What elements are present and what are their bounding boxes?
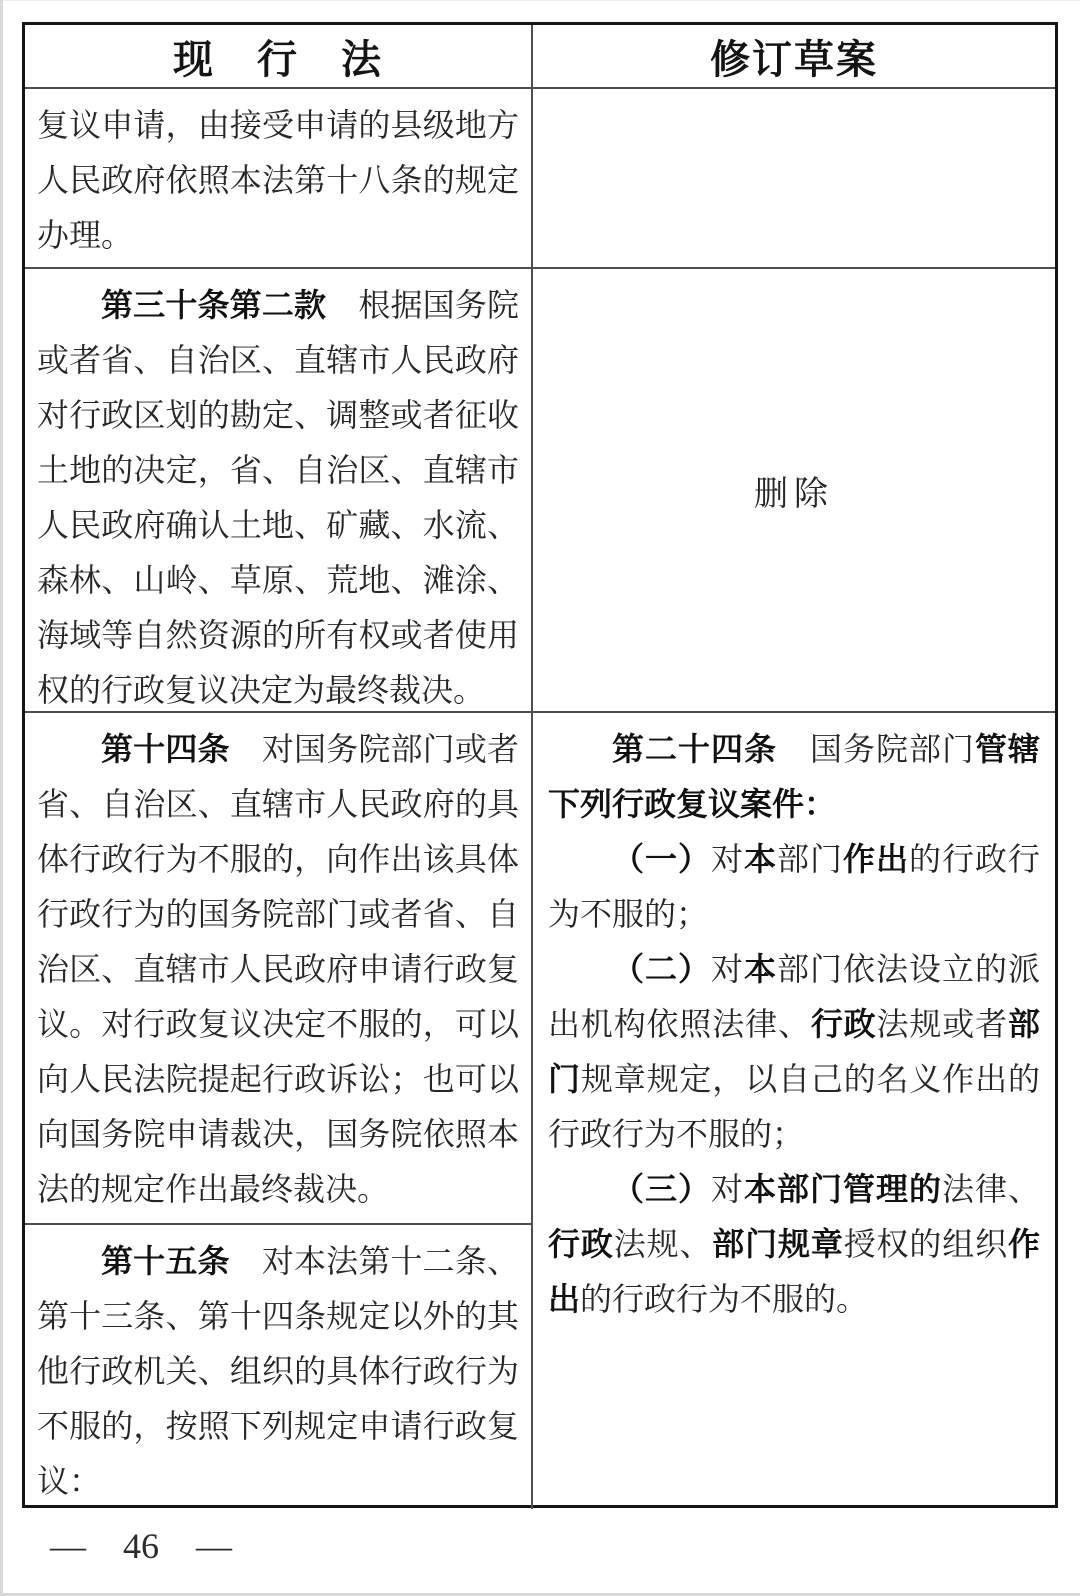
regular-text: 部门依法设立的派出机构依照法律、 [548, 951, 1040, 1042]
regular-text: 的行政行为不服的。 [580, 1281, 869, 1317]
regular-text: 法律、 [941, 1171, 1040, 1207]
emphasized-text: 本 [744, 951, 777, 987]
emphasized-text: 部门 [548, 1006, 1040, 1097]
regular-text: 的行政行为不服的； [548, 841, 1040, 932]
regular-text: 对本法第十二条、第十三条、第十四条规定以外的其他行政机关、组织的具体行政行为不服的，按照下列规定申请行政复议： [37, 1243, 519, 1499]
current-law-subcolumn [25, 713, 533, 1509]
regular-text: 对 [710, 841, 744, 877]
page-number: — 46 — [50, 1526, 232, 1566]
delete-label: 删除 [754, 475, 834, 513]
regular-text: 法规、 [613, 1226, 713, 1262]
regular-text: 复议申请，由接受申请的县级地方人民政府依照本法第十八条的规定办理。 [37, 107, 519, 253]
cell-current-law-continuation [25, 89, 533, 267]
table-header-row [25, 25, 1055, 89]
emphasized-text: 作出 [842, 841, 909, 877]
emphasized-text: 部门规章 [712, 1226, 844, 1262]
regular-text: 规章规定，以自己的名义作出的行政行为不服的； [548, 1061, 1040, 1152]
regular-text: 授权的组织 [843, 1226, 1008, 1262]
regular-text: 国务院部门 [776, 731, 975, 767]
emphasized-text: 第三十条第二款 [101, 287, 327, 323]
table-row-article-30 [25, 269, 1055, 713]
regular-text: 部门 [776, 841, 843, 877]
cell-delete [533, 269, 1055, 711]
regular-text: 对国务院部门或者省、自治区、直辖市人民政府的具体行政行为不服的，向作出该具体行政行为的国务院部门或者省、自治区、直辖市人民政府申请行政复议。对行政复议决定不服的，可以向人民法院提起行政诉讼；也可以向国务院申请裁决，国务院依照本法的规定作出最终裁决。 [37, 731, 519, 1207]
regular-text: 对 [711, 1171, 744, 1207]
paragraph-article-24-item-2 [548, 942, 1040, 1162]
emphasized-text: 本 [743, 841, 777, 877]
paragraph-article-24-item-3 [548, 1162, 1040, 1327]
emphasized-text: 第二十四条 [612, 731, 777, 767]
emphasized-text: 第十四条 [101, 731, 230, 767]
paragraph-article-30-2 [37, 278, 519, 711]
cell-revision-empty [533, 89, 1055, 267]
cell-article-14 [25, 713, 531, 1225]
emphasized-text: （三） [612, 1171, 711, 1207]
paragraph-continuation [37, 98, 519, 263]
emphasized-text: 本部门管理的 [744, 1171, 942, 1207]
paragraph-article-24-item-1 [548, 832, 1040, 942]
cell-article-30-2 [25, 269, 533, 711]
cell-article-15 [25, 1225, 531, 1509]
header-revision-draft: 修订草案 [710, 37, 878, 82]
cell-article-24 [533, 713, 1055, 1509]
emphasized-text: 管辖下列行政复议案件： [548, 731, 1040, 822]
regular-text: 法规或者 [876, 1006, 1008, 1042]
emphasized-text: 作出 [548, 1226, 1040, 1317]
table-row-articles-14-15-24 [25, 713, 1055, 1509]
emphasized-text: 行政 [810, 1006, 877, 1042]
emphasized-text: （二） [612, 951, 711, 987]
emphasized-text: 第十五条 [101, 1243, 230, 1279]
header-current-law: 现 行 法 [25, 25, 533, 87]
emphasized-text: 行政 [548, 1226, 614, 1262]
table-row-continuation [25, 89, 1055, 269]
paragraph-article-14 [37, 722, 519, 1217]
regular-text: 对 [711, 951, 744, 987]
emphasized-text: （一） [612, 841, 711, 877]
comparison-table [22, 22, 1058, 1508]
paragraph-article-15 [37, 1234, 519, 1509]
regular-text: 根据国务院或者省、自治区、直辖市人民政府对行政区划的勘定、调整或者征收土地的决定，省、自治区、直辖市人民政府确认土地、矿藏、水流、森林、山岭、草原、荒地、滩涂、海域等自然资源的所有权或者使用权的行政复议决定为最终裁决。 [37, 287, 519, 708]
paragraph-article-24-intro [548, 722, 1040, 832]
